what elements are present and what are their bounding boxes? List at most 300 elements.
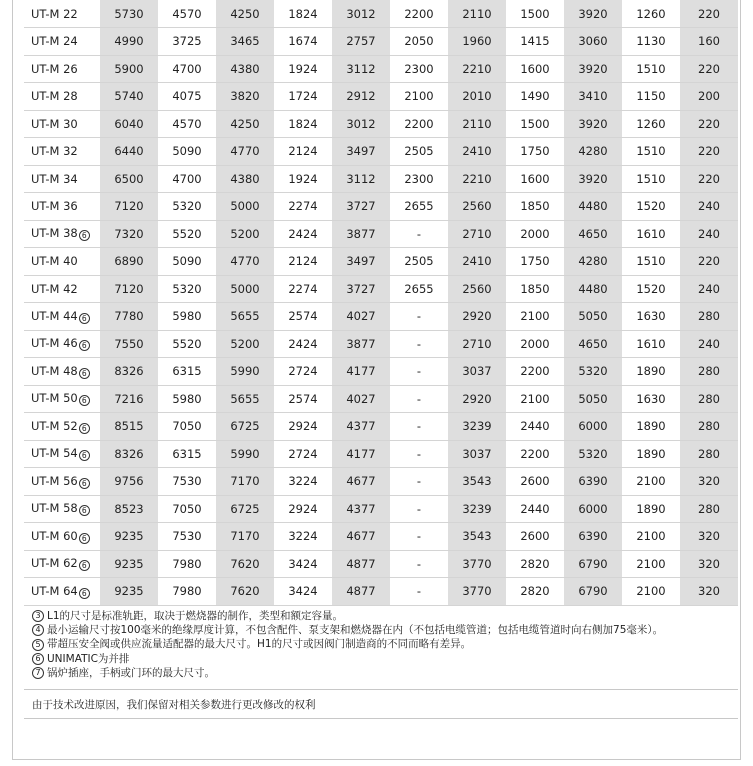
table-cell: 6890 [100,248,158,276]
table-cell: 7170 [216,468,274,496]
table-cell: 2505 [390,138,448,166]
model-cell [24,523,100,551]
footnote-marker: 3 [32,610,44,622]
table-cell: 2505 [390,248,448,276]
table-cell: 2724 [274,440,332,468]
table-cell: 3424 [274,578,332,606]
table-cell: 240 [680,193,738,221]
table-cell: 3543 [448,468,506,496]
disclaimer: 由于技术改进原因，我们保留对相关参数进行更改修改的权利 [32,699,316,711]
table-cell: 4480 [564,193,622,221]
table-cell: 2820 [506,550,564,578]
table-cell: 4650 [564,220,622,248]
table-cell: 4677 [332,468,390,496]
table-cell: 3239 [448,413,506,441]
model-cell [24,83,100,111]
table-cell: 1630 [622,303,680,331]
table-cell: 1415 [506,28,564,56]
table-cell: 1500 [506,110,564,138]
footnote-marker: 6 [79,313,90,324]
table-cell: 6500 [100,165,158,193]
table-cell: - [390,578,448,606]
table-cell: 1500 [506,0,564,28]
table-cell: 3224 [274,468,332,496]
footnote-marker: 6 [79,533,90,544]
table-cell: 4380 [216,55,274,83]
model-cell [24,193,100,221]
table-cell: 4280 [564,138,622,166]
table-cell: 1824 [274,110,332,138]
table-cell: 7120 [100,275,158,303]
table-cell: 6040 [100,110,158,138]
divider [24,718,738,719]
footnote [32,637,738,651]
table-cell: 5320 [158,275,216,303]
table-cell: 1750 [506,138,564,166]
table-cell: 2110 [448,0,506,28]
table-cell: 6725 [216,495,274,523]
table-cell: 5090 [158,138,216,166]
table-row [24,110,738,138]
table-cell: 7620 [216,550,274,578]
table-cell: 4677 [332,523,390,551]
table-row [24,275,738,303]
model-name: UT-M 50 [31,391,78,406]
table-cell: 5990 [216,440,274,468]
table-cell: 4700 [158,55,216,83]
table-cell: 3543 [448,523,506,551]
table-cell: 2920 [448,303,506,331]
table-cell: 2000 [506,220,564,248]
table-cell: 1260 [622,0,680,28]
table-cell: 280 [680,440,738,468]
table-cell: 3725 [158,28,216,56]
table-cell: 2100 [390,83,448,111]
table-cell: 8326 [100,358,158,386]
table-cell: 7980 [158,578,216,606]
model-name: UT-M 28 [31,89,78,104]
table-cell: 2274 [274,275,332,303]
table-cell: 3037 [448,358,506,386]
footnote-marker: 6 [79,478,90,489]
model-cell [24,0,100,28]
table-cell: 3820 [216,83,274,111]
table-cell: 4250 [216,0,274,28]
table-row [24,0,738,28]
table-cell: 5000 [216,193,274,221]
table-cell: 3465 [216,28,274,56]
table-cell: 2920 [448,385,506,413]
table-cell: 2724 [274,358,332,386]
table-cell: 4480 [564,275,622,303]
model-name: UT-M 30 [31,116,78,131]
table-cell: 4027 [332,385,390,413]
footnote [32,623,738,637]
table-cell: 4770 [216,248,274,276]
table-cell: 2100 [622,468,680,496]
dimensions-table [24,0,738,606]
table-cell: 2100 [622,550,680,578]
footnote-text: L1的尺寸是标准轨距，取决于燃烧器的制作，类型和额定容量。 [47,610,344,622]
footnote-marker: 6 [79,505,90,516]
table-cell: 3424 [274,550,332,578]
table-cell: 2440 [506,413,564,441]
table-cell: 3239 [448,495,506,523]
footnote-marker: 6 [79,340,90,351]
table-cell: 4075 [158,83,216,111]
model-cell [24,495,100,523]
model-name: UT-M 36 [31,199,78,214]
table-cell: 6725 [216,413,274,441]
model-cell [24,28,100,56]
model-name: UT-M 34 [31,171,78,186]
model-cell [24,138,100,166]
table-cell: 1890 [622,413,680,441]
footnote-marker: 5 [32,639,44,651]
table-cell: 160 [680,28,738,56]
table-cell: 280 [680,358,738,386]
table-cell: 4177 [332,358,390,386]
model-name: UT-M 56 [31,473,78,488]
table-cell: 1890 [622,440,680,468]
model-name: UT-M 52 [31,418,78,433]
table-cell: 2912 [332,83,390,111]
table-cell: 2100 [506,385,564,413]
model-name: UT-M 26 [31,61,78,76]
table-cell: 3770 [448,550,506,578]
table-cell: 320 [680,578,738,606]
table-row [24,495,738,523]
footnote-marker: 6 [32,653,44,665]
model-cell [24,358,100,386]
model-cell [24,165,100,193]
table-cell: 8326 [100,440,158,468]
model-name: UT-M 64 [31,583,78,598]
table-row [24,413,738,441]
table-cell: 1520 [622,275,680,303]
table-row [24,468,738,496]
table-cell: 220 [680,138,738,166]
model-cell [24,468,100,496]
table-cell: 240 [680,220,738,248]
table-cell: 2210 [448,55,506,83]
table-cell: 2410 [448,248,506,276]
table-cell: - [390,468,448,496]
table-cell: 6315 [158,358,216,386]
table-cell: 4650 [564,330,622,358]
table-cell: 4570 [158,110,216,138]
table-cell: 7550 [100,330,158,358]
table-cell: 2000 [506,330,564,358]
table-cell: 1924 [274,55,332,83]
table-cell: 2574 [274,385,332,413]
model-name: UT-M 60 [31,528,78,543]
table-cell: 2655 [390,275,448,303]
table-cell: 1610 [622,220,680,248]
table-cell: 220 [680,0,738,28]
table-cell: 2710 [448,220,506,248]
table-cell: 7050 [158,495,216,523]
table-cell: 5000 [216,275,274,303]
table-cell: 5990 [216,358,274,386]
table-cell: 240 [680,275,738,303]
model-name: UT-M 42 [31,281,78,296]
table-cell: 5200 [216,220,274,248]
table-cell: 5200 [216,330,274,358]
table-cell: 2424 [274,220,332,248]
table-cell: 4027 [332,303,390,331]
model-name: UT-M 44 [31,308,78,323]
table-cell: 320 [680,468,738,496]
footnote-marker: 6 [79,423,90,434]
table-cell: 2410 [448,138,506,166]
table-row [24,358,738,386]
table-cell: 1510 [622,55,680,83]
table-cell: 2440 [506,495,564,523]
table-cell: 7530 [158,468,216,496]
table-cell: 6790 [564,550,622,578]
table-cell: 1600 [506,55,564,83]
model-cell [24,550,100,578]
footnote-text: 锅炉插座，手柄或门环的最大尺寸。 [47,666,215,679]
table-cell: 7216 [100,385,158,413]
table-cell: 1510 [622,165,680,193]
divider [24,689,738,690]
table-cell: 9235 [100,550,158,578]
table-cell: 220 [680,110,738,138]
table-cell: 5655 [216,385,274,413]
table-cell: 6790 [564,578,622,606]
table-cell: 1890 [622,358,680,386]
table-cell: 2124 [274,138,332,166]
table-row [24,165,738,193]
table-row [24,248,738,276]
table-cell: 3920 [564,55,622,83]
model-name: UT-M 58 [31,501,78,516]
table-cell: 2710 [448,330,506,358]
table-cell: 240 [680,330,738,358]
table-cell: 3410 [564,83,622,111]
table-cell: 1674 [274,28,332,56]
table-cell: 280 [680,413,738,441]
table-cell: 2200 [506,358,564,386]
table-cell: - [390,550,448,578]
table-cell: 4377 [332,413,390,441]
table-cell: 2600 [506,468,564,496]
table-cell: 4177 [332,440,390,468]
table-cell: 1150 [622,83,680,111]
table-cell: - [390,358,448,386]
table-cell: 3727 [332,275,390,303]
model-name: UT-M 38 [31,226,78,241]
table-cell: 2924 [274,495,332,523]
table-cell: 2300 [390,165,448,193]
table-cell: 1850 [506,193,564,221]
table-row [24,83,738,111]
table-cell: 7050 [158,413,216,441]
table-cell: 2655 [390,193,448,221]
table-cell: 1130 [622,28,680,56]
table-cell: 1890 [622,495,680,523]
table-row [24,385,738,413]
table-row [24,28,738,56]
table-cell: 4570 [158,0,216,28]
table-cell: 2010 [448,83,506,111]
table-cell: 320 [680,550,738,578]
table-cell: 1630 [622,385,680,413]
table-cell: 3012 [332,110,390,138]
model-name: UT-M 24 [31,34,78,49]
table-cell: 5090 [158,248,216,276]
table-cell: 9235 [100,578,158,606]
table-cell: 5730 [100,0,158,28]
model-name: UT-M 46 [31,336,78,351]
table-cell: 3920 [564,110,622,138]
table-cell: 4877 [332,578,390,606]
table-row [24,193,738,221]
table-cell: 1960 [448,28,506,56]
table-row [24,303,738,331]
model-cell [24,248,100,276]
model-cell [24,330,100,358]
model-cell [24,578,100,606]
table-cell: 2600 [506,523,564,551]
model-name: UT-M 22 [31,6,78,21]
table-cell: 7780 [100,303,158,331]
table-cell: 2200 [506,440,564,468]
table-cell: 5655 [216,303,274,331]
table-cell: 7170 [216,523,274,551]
table-cell: 3877 [332,330,390,358]
table-cell: 3060 [564,28,622,56]
table-cell: 280 [680,495,738,523]
table-cell: 5520 [158,220,216,248]
table-cell: - [390,303,448,331]
table-cell: 2050 [390,28,448,56]
footnote-text: 带超压安全阀或供应流量适配器的最大尺寸。H1的尺寸或因阀门制造商的不同而略有差异。 [47,638,472,651]
table-cell: 2757 [332,28,390,56]
table-cell: 5320 [564,358,622,386]
table-cell: 200 [680,83,738,111]
table-row [24,55,738,83]
table-cell: 220 [680,55,738,83]
table-cell: 7530 [158,523,216,551]
table-cell: 7980 [158,550,216,578]
table-cell: 2300 [390,55,448,83]
table-cell: 3012 [332,0,390,28]
table-cell: 1510 [622,248,680,276]
table-cell: 2560 [448,275,506,303]
table-cell: - [390,523,448,551]
table-cell: 3224 [274,523,332,551]
table-cell: 6440 [100,138,158,166]
table-cell: 2560 [448,193,506,221]
table-cell: 2274 [274,193,332,221]
table-cell: 4380 [216,165,274,193]
table-row [24,578,738,606]
footnote-marker: 6 [79,560,90,571]
table-cell: 3497 [332,138,390,166]
model-cell [24,55,100,83]
table-cell: 1850 [506,275,564,303]
table-cell: 5320 [564,440,622,468]
model-name: UT-M 62 [31,556,78,571]
table-cell: 2924 [274,413,332,441]
table-cell: 4250 [216,110,274,138]
table-cell: 2820 [506,578,564,606]
table-cell: - [390,330,448,358]
table-cell: 1824 [274,0,332,28]
table-cell: 2424 [274,330,332,358]
footnote [32,652,738,666]
table-cell: 3497 [332,248,390,276]
table-cell: 1260 [622,110,680,138]
model-cell [24,275,100,303]
table-cell: 8523 [100,495,158,523]
footnote-marker: 6 [79,368,90,379]
table-cell: 5740 [100,83,158,111]
table-cell: 6000 [564,495,622,523]
table-cell: 2100 [506,303,564,331]
table-cell: 4700 [158,165,216,193]
model-name: UT-M 54 [31,446,78,461]
table-cell: - [390,385,448,413]
table-cell: 1924 [274,165,332,193]
table-row [24,138,738,166]
table-cell: 8515 [100,413,158,441]
table-cell: 2210 [448,165,506,193]
table-cell: 2100 [622,523,680,551]
table-cell: 7320 [100,220,158,248]
table-cell: 1750 [506,248,564,276]
table-row [24,440,738,468]
table-cell: - [390,413,448,441]
table-cell: 6315 [158,440,216,468]
table-cell: 9756 [100,468,158,496]
table-row [24,220,738,248]
table-cell: 2100 [622,578,680,606]
table-cell: 3727 [332,193,390,221]
table-cell: 1600 [506,165,564,193]
table-cell: 6390 [564,523,622,551]
table-cell: 5050 [564,385,622,413]
table-cell: 7120 [100,193,158,221]
footnote-marker: 6 [79,395,90,406]
table-cell: 2124 [274,248,332,276]
model-name: UT-M 32 [31,144,78,159]
table-cell: 220 [680,165,738,193]
table-cell: 5520 [158,330,216,358]
table-cell: 5980 [158,385,216,413]
table-cell: 4377 [332,495,390,523]
footnote-marker: 4 [32,624,44,636]
table-cell: 4770 [216,138,274,166]
table-cell: 1520 [622,193,680,221]
table-cell: 4280 [564,248,622,276]
table-cell: 320 [680,523,738,551]
table-cell: 1510 [622,138,680,166]
table-cell: 3112 [332,55,390,83]
footnote-text: 最小运输尺寸按100毫米的绝缘厚度计算，不包含配件、泵支架和燃烧器在内（不包括电缆管道；包括电缆管道时向右侧加75毫米）。 [47,624,664,637]
footnote-text: UNIMATIC为并排 [47,652,130,665]
table-cell: 2110 [448,110,506,138]
table-cell: 7620 [216,578,274,606]
footnote-marker: 6 [79,230,90,241]
table-cell: 3877 [332,220,390,248]
table-cell: 3037 [448,440,506,468]
model-name: UT-M 40 [31,254,78,269]
table-row [24,550,738,578]
